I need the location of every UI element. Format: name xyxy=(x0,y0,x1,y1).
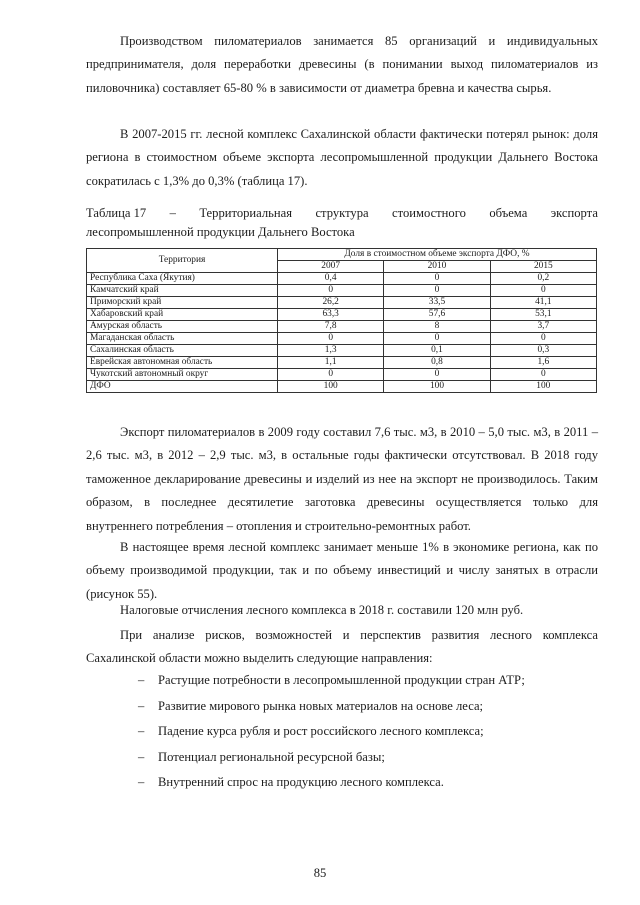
list-dash: – xyxy=(138,775,145,790)
value-cell: 0 xyxy=(384,285,490,297)
table-caption-word: объема xyxy=(489,206,528,220)
page-number: 85 xyxy=(313,866,327,880)
value-cell: 26,2 xyxy=(278,297,384,309)
value-cell: 0 xyxy=(490,369,596,381)
value-cell: 100 xyxy=(490,381,596,393)
value-cell: 3,7 xyxy=(490,321,596,333)
paragraph-economy-share: В настоящее время лесной комплекс занимает меньше 1% в экономике региона, как по объему производимой продукции, так и по объему инвестиций и числу занятых в отрасли (рисунок 55). xyxy=(86,540,598,601)
list-item xyxy=(86,694,598,720)
table-row xyxy=(87,357,597,369)
paragraph-market-loss: В 2007-2015 гг. лесной комплекс Сахалинской области фактически потерял рынок: доля региона в стоимостном объеме экспорта лесопромышленной продукции Дальнего Востока сократилась с 1,3% до 0,3% (таблица 17). xyxy=(86,127,598,188)
list-dash: – xyxy=(138,698,145,713)
territory-cell: Хабаровский край xyxy=(87,309,278,321)
table-header-row xyxy=(87,249,597,261)
table-row xyxy=(87,309,597,321)
table-caption-word: экспорта xyxy=(550,206,598,220)
territory-cell: Магаданская область xyxy=(87,333,278,345)
directions-list xyxy=(86,668,598,796)
territory-cell: Еврейская автономная область xyxy=(87,357,278,369)
table-caption-word: структура xyxy=(315,206,369,220)
value-cell: 0 xyxy=(490,333,596,345)
value-cell: 57,6 xyxy=(384,309,490,321)
list-item xyxy=(86,745,598,771)
table-caption-line1 xyxy=(86,204,598,223)
table-caption-word: Территориальная xyxy=(199,206,293,220)
paragraph-directions-intro: При анализе рисков, возможностей и перспектив развития лесного комплекса Сахалинской области можно выделить следующие направления: xyxy=(86,628,598,666)
header-year: 2015 xyxy=(490,261,596,273)
value-cell: 41,1 xyxy=(490,297,596,309)
table-caption xyxy=(86,204,598,242)
header-year: 2007 xyxy=(278,261,384,273)
value-cell: 0 xyxy=(490,285,596,297)
list-dash: – xyxy=(138,724,145,739)
value-cell: 100 xyxy=(384,381,490,393)
list-item xyxy=(86,770,598,796)
header-territory: Территория xyxy=(87,249,278,273)
value-cell: 0 xyxy=(278,285,384,297)
value-cell: 33,5 xyxy=(384,297,490,309)
table-row xyxy=(87,345,597,357)
territory-cell: Камчатский край xyxy=(87,285,278,297)
list-item xyxy=(86,668,598,694)
header-export-share: Доля в стоимостном объеме экспорта ДФО, % xyxy=(278,249,597,261)
value-cell: 0,1 xyxy=(384,345,490,357)
table-caption-word: стоимостного xyxy=(392,206,466,220)
table-row-total xyxy=(87,381,597,393)
list-item-text: Растущие потребности в лесопромышленной продукции стран АТР; xyxy=(158,673,525,687)
value-cell: 1,6 xyxy=(490,357,596,369)
value-cell: 7,8 xyxy=(278,321,384,333)
list-item-text: Падение курса рубля и рост российского лесного комплекса; xyxy=(158,724,484,739)
territory-cell: Республика Саха (Якутия) xyxy=(87,273,278,285)
paragraph-sawmill-production: Производством пиломатериалов занимается 85 организаций и индивидуальных предпринимателя, доля переработки древесины (в понимании выход пиломатериалов из пиловочника) составляет 65-80 % в зависимости от диаметра бревна и качества сырья. xyxy=(86,34,598,95)
territory-cell: Чукотский автономный округ xyxy=(87,369,278,381)
table-caption-number: Таблица 17 xyxy=(86,206,147,220)
table-row xyxy=(87,273,597,285)
table-row xyxy=(87,321,597,333)
header-year: 2010 xyxy=(384,261,490,273)
list-item-text: Потенциал региональной ресурсной базы; xyxy=(158,749,385,764)
paragraph-tax-revenue: Налоговые отчисления лесного комплекса в 2018 г. составили 120 млн руб. xyxy=(120,603,524,617)
value-cell: 0,2 xyxy=(490,273,596,285)
list-dash: – xyxy=(138,749,145,764)
table-row xyxy=(87,297,597,309)
value-cell: 100 xyxy=(278,381,384,393)
value-cell: 0 xyxy=(384,333,490,345)
value-cell: 8 xyxy=(384,321,490,333)
list-item-text: Развитие мирового рынка новых материалов на основе леса; xyxy=(158,698,484,713)
table-caption-line2: лесопромышленной продукции Дальнего Востока xyxy=(86,225,355,239)
table-row xyxy=(87,369,597,381)
value-cell: 63,3 xyxy=(278,309,384,321)
value-cell: 1,3 xyxy=(278,345,384,357)
value-cell: 0,4 xyxy=(278,273,384,285)
territory-cell: ДФО xyxy=(87,381,278,393)
table-row xyxy=(87,333,597,345)
value-cell: 0 xyxy=(384,273,490,285)
territory-cell: Амурская область xyxy=(87,321,278,333)
table-caption-dash: – xyxy=(169,206,176,220)
list-dash: – xyxy=(138,673,145,687)
value-cell: 0 xyxy=(278,369,384,381)
list-item-text: Внутренний спрос на продукцию лесного комплекса. xyxy=(158,775,444,790)
value-cell: 0,8 xyxy=(384,357,490,369)
value-cell: 0,3 xyxy=(490,345,596,357)
value-cell: 0 xyxy=(278,333,384,345)
value-cell: 53,1 xyxy=(490,309,596,321)
list-item xyxy=(86,719,598,745)
value-cell: 1,1 xyxy=(278,357,384,369)
territory-cell: Сахалинская область xyxy=(87,345,278,357)
paragraph-sawnwood-export: Экспорт пиломатериалов в 2009 году составил 7,6 тыс. м3, в 2010 – 5,0 тыс. м3, в 2011 – 2,6 тыс. м3, в 2012 – 2,9 тыс. м3, в остальные годы фактически отсутствовал. В 2018 году таможенное декларирование древесины и изделий из нее на экспорт не производилось. Таким образом, в последнее десятилетие заготовка древесины осуществляется только для внутреннего потребления – отопления и строительно-ремонтных работ. xyxy=(86,425,598,533)
territory-cell: Приморский край xyxy=(87,297,278,309)
value-cell: 0 xyxy=(384,369,490,381)
table-row xyxy=(87,285,597,297)
export-share-table xyxy=(86,248,597,393)
